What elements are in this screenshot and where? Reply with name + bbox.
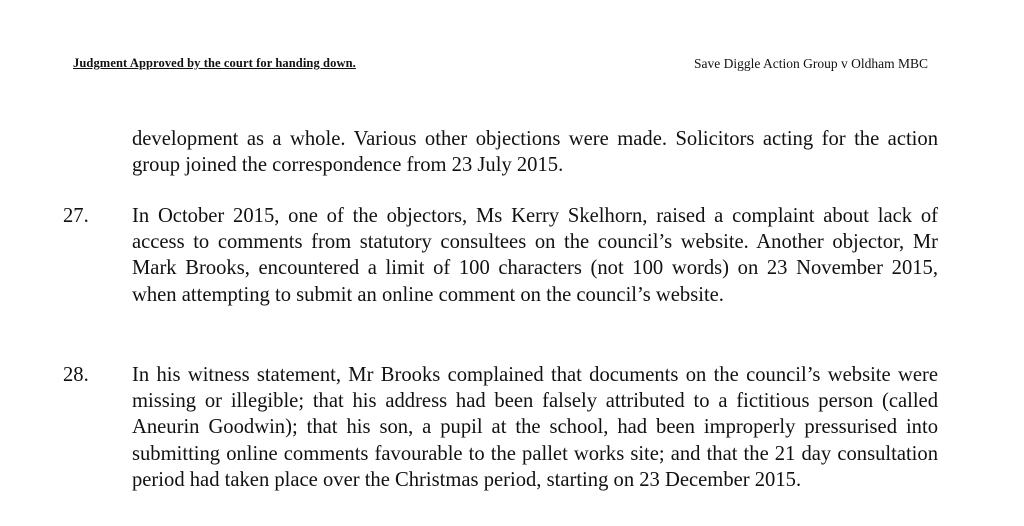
paragraph-continued: development as a whole. Various other objections were made. Solicitors acting for the action group joined the correspondence from 23 July 2015.: [132, 128, 938, 177]
paragraph-27: In October 2015, one of the objectors, Ms Kerry Skelhorn, raised a complaint about lack of access to comments from statutory consultees on the council’s website. Another objector, Mr Mark Brooks, encountered a limit of 100 characters (not 100 words) on 23 November 2015, when attempting to submit an online comment on the council’s website.: [132, 205, 938, 306]
paragraph-number-28: 28.: [63, 364, 89, 386]
case-title-header: Save Diggle Action Group v Oldham MBC: [694, 56, 928, 71]
paragraph-number-27: 27.: [63, 205, 89, 227]
paragraph-28: In his witness statement, Mr Brooks complained that documents on the council’s website were missing or illegible; that his address had been falsely attributed to a fictitious person (called Aneurin Goodwin); that his son, a pupil at the school, had been improperly pressurised into submitting online comments favourable to the pallet works site; and that the 21 day consultation period had taken place over the Christmas period, starting on 23 December 2015.: [132, 364, 938, 491]
judgment-approval-header: Judgment Approved by the court for handing down.: [73, 56, 356, 70]
